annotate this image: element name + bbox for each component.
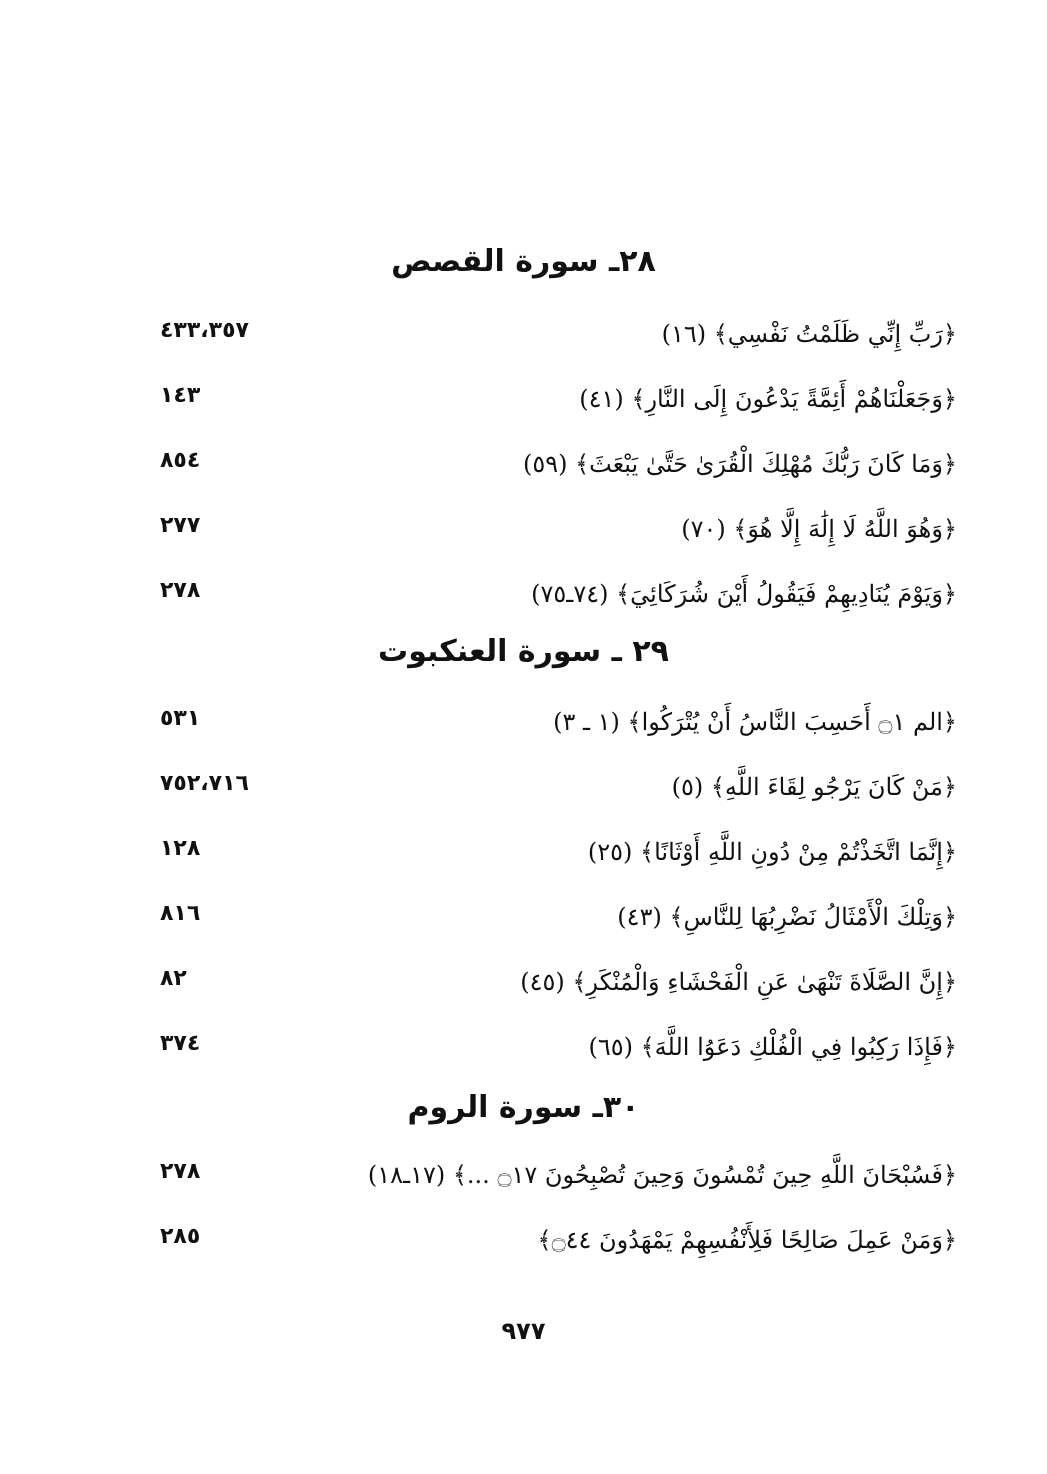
index-entry — [0, 895, 1047, 939]
verse-text: ﴿فَسُبْحَانَ اللَّهِ حِينَ تُمْسُونَ وَحِينَ تُصْبِحُونَ ۝١٧ ...﴾ (١٧ـ١٨) — [367, 1161, 957, 1189]
page-reference: ٢٨٥ — [160, 1224, 201, 1249]
index-entry — [0, 312, 1047, 356]
index-entry — [0, 960, 1047, 1004]
verse-text: ﴿وَيَوْمَ يُنَادِيهِمْ فَيَقُولُ أَيْنَ شُرَكَائِيَ﴾ (٧٤ـ٧٥) — [531, 580, 957, 608]
index-entry — [0, 1153, 1047, 1197]
verse-text: ﴿وَجَعَلْنَاهُمْ أَئِمَّةً يَدْعُونَ إِلَى النَّارِ﴾ (٤١) — [579, 385, 957, 413]
page-reference: ٢٧٨ — [160, 578, 201, 603]
index-entry — [0, 830, 1047, 874]
page-reference: ١٢٨ — [160, 836, 201, 861]
index-entry — [0, 1025, 1047, 1069]
verse-text: ﴿إِنَّمَا اتَّخَذْتُمْ مِنْ دُونِ اللَّهِ أَوْثَانًا﴾ (٢٥) — [587, 838, 957, 866]
surah-heading: ٢٩ ـ سورة العنكبوت — [378, 634, 669, 669]
verse-text: ﴿وَتِلْكَ الْأَمْثَالُ نَضْرِبُهَا لِلنَّاسِ﴾ (٤٣) — [617, 903, 957, 931]
page-reference: ٨٥٤ — [160, 448, 201, 473]
verse-text: ﴿فَإِذَا رَكِبُوا فِي الْفُلْكِ دَعَوُا اللَّهَ﴾ (٦٥) — [588, 1033, 957, 1061]
index-entry — [0, 377, 1047, 421]
surah-heading: ٣٠ـ سورة الروم — [407, 1090, 640, 1125]
page-reference: ٢٧٨ — [160, 1159, 201, 1184]
verse-text: ﴿وَهُوَ اللَّهُ لَا إِلَٰهَ إِلَّا هُوَ﴾ (٧٠) — [681, 515, 957, 543]
verse-text: ﴿إِنَّ الصَّلَاةَ تَنْهَىٰ عَنِ الْفَحْشَاءِ وَالْمُنْكَرِ﴾ (٤٥) — [520, 968, 957, 996]
page-reference: ٥٣١ — [160, 706, 201, 731]
page-reference: ٨٢ — [160, 966, 187, 991]
surah-heading: ٢٨ـ سورة القصص — [391, 244, 656, 279]
index-entry — [0, 1218, 1047, 1262]
index-entry — [0, 572, 1047, 616]
index-entry — [0, 507, 1047, 551]
verse-text: ﴿مَنْ كَانَ يَرْجُو لِقَاءَ اللَّهِ﴾ (٥) — [671, 773, 957, 801]
verse-text: ﴿وَمَا كَانَ رَبُّكَ مُهْلِكَ الْقُرَىٰ حَتَّىٰ يَبْعَثَ﴾ (٥٩) — [522, 450, 957, 478]
page-number: ٩٧٧ — [501, 1317, 546, 1345]
verse-text: ﴿الم ۝١ أَحَسِبَ النَّاسُ أَنْ يُتْرَكُوا﴾ (١ ـ ٣) — [553, 708, 957, 736]
page-reference: ٧٥٢،٧١٦ — [160, 771, 249, 796]
index-entry — [0, 442, 1047, 486]
page-reference: ٢٧٧ — [160, 513, 201, 538]
index-entry — [0, 700, 1047, 744]
verse-text: ﴿رَبِّ إِنِّي ظَلَمْتُ نَفْسِي﴾ (١٦) — [661, 320, 957, 348]
page-reference: ٤٣٣،٣٥٧ — [160, 318, 249, 343]
page-reference: ٨١٦ — [160, 901, 201, 926]
index-entry — [0, 765, 1047, 809]
verse-text: ﴿وَمَنْ عَمِلَ صَالِحًا فَلِأَنْفُسِهِمْ يَمْهَدُونَ ۝٤٤﴾ — [537, 1226, 957, 1254]
page-reference: ٣٧٤ — [160, 1031, 201, 1056]
page-reference: ١٤٣ — [160, 383, 201, 408]
